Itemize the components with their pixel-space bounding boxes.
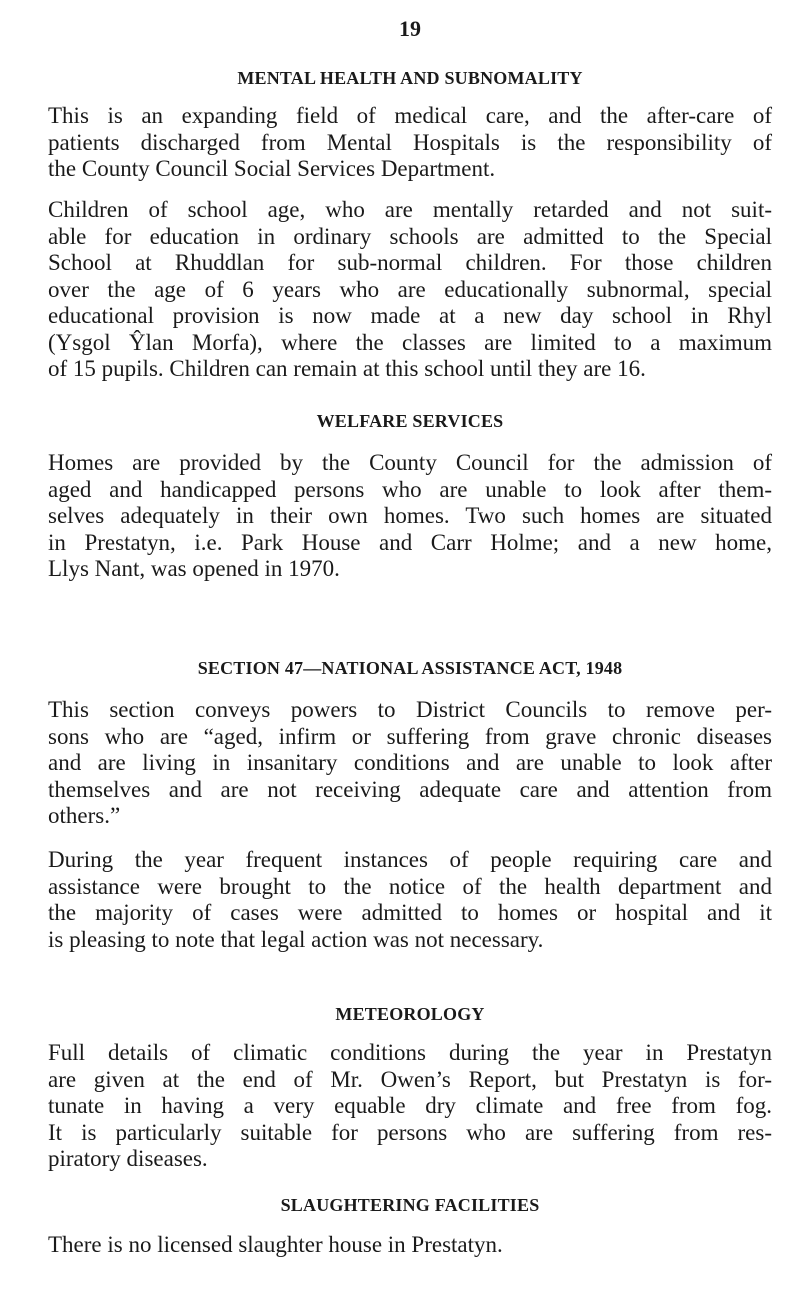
- text-line: able for education in ordinary schools are admitted to the Special: [48, 223, 772, 249]
- text-line: Homes are provided by the County Council for the admission of: [48, 450, 772, 475]
- text-line: (Ysgol Ŷlan Morfa), where the classes are limited to a maximum: [48, 329, 772, 355]
- paragraph-meteorology: [48, 1040, 772, 1173]
- text-line: sons who are “aged, infirm or suffering from grave chronic diseases: [48, 723, 772, 749]
- text-line: over the age of 6 years who are educationally subnormal, special: [48, 276, 772, 302]
- paragraph-slaughtering-facilities: [48, 1232, 772, 1259]
- text-line: is pleasing to note that legal action was not necessary.: [48, 926, 544, 952]
- paragraph-mental-health-2: [48, 197, 772, 383]
- section-heading-meteorology: METEOROLOGY: [335, 1004, 485, 1024]
- text-line: This is an expanding field of medical care, and the after-care of: [48, 103, 772, 128]
- text-line: This section conveys powers to District Councils to remove per-: [48, 697, 772, 722]
- text-line: It is particularly suitable for persons who are suffering from res-: [48, 1119, 772, 1145]
- text-line: of 15 pupils. Children can remain at this school until they are 16.: [48, 356, 646, 381]
- text-line: aged and handicapped persons who are unable to look after them-: [48, 476, 772, 502]
- text-line: in Prestatyn, i.e. Park House and Carr Holme; and a new home,: [48, 529, 772, 555]
- text-line: piratory diseases.: [48, 1146, 208, 1171]
- section-heading-mental-health: MENTAL HEALTH AND SUBNOMALITY: [237, 68, 583, 88]
- text-line: are given at the end of Mr. Owen’s Report, but Prestatyn is for-: [48, 1066, 772, 1092]
- paragraph-mental-health-1: [48, 103, 772, 183]
- section-heading-slaughtering-facilities: SLAUGHTERING FACILITIES: [280, 1195, 540, 1215]
- paragraph-section-47-1: [48, 697, 772, 830]
- text-line: There is no licensed slaughter house in Prestatyn.: [48, 1232, 503, 1257]
- section-heading-section-47: SECTION 47—NATIONAL ASSISTANCE ACT, 1948: [197, 658, 623, 678]
- page-number: 19: [399, 16, 421, 41]
- section-heading-welfare-services: WELFARE SERVICES: [316, 411, 504, 431]
- text-line: During the year frequent instances of people requiring care and: [48, 847, 772, 872]
- text-line: tunate in having a very equable dry climate and free from fog.: [48, 1093, 772, 1118]
- text-line: patients discharged from Mental Hospitals is the responsibility of: [48, 129, 772, 155]
- text-line: School at Rhuddlan for sub-normal children. For those children: [48, 250, 772, 275]
- text-line: educational provision is now made at a new day school in Rhyl: [48, 303, 772, 328]
- text-line: the County Council Social Services Department.: [48, 156, 496, 181]
- paragraph-welfare-services: [48, 450, 772, 583]
- text-line: themselves and are not receiving adequate care and attention from: [48, 776, 772, 802]
- text-line: Llys Nant, was opened in 1970.: [48, 556, 340, 581]
- text-line: the majority of cases were admitted to homes or hospital and it: [48, 900, 772, 925]
- text-line: Children of school age, who are mentally retarded and not suit-: [48, 197, 772, 222]
- text-line: Full details of climatic conditions during the year in Prestatyn: [48, 1040, 772, 1065]
- text-line: others.”: [48, 803, 121, 828]
- text-line: selves adequately in their own homes. Two such homes are situated: [48, 503, 772, 528]
- paragraph-section-47-2: [48, 847, 772, 953]
- text-line: and are living in insanitary conditions and are unable to look after: [48, 750, 772, 775]
- text-line: assistance were brought to the notice of the health department and: [48, 873, 772, 899]
